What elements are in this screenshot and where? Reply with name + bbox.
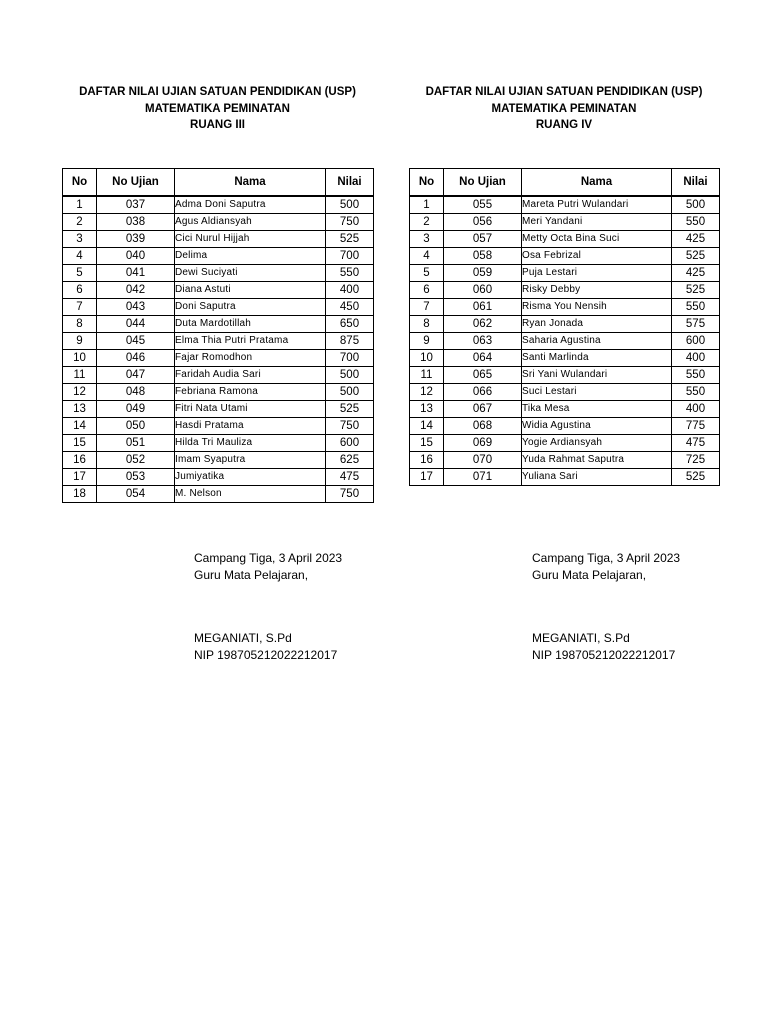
exam-number: 042 [97,281,175,298]
exam-number: 062 [444,315,522,332]
row-number: 14 [410,417,444,434]
row-number: 5 [410,264,444,281]
column-header-no: No [410,168,444,196]
score-table-body [410,196,720,486]
row-number: 16 [410,451,444,468]
row-number: 4 [63,247,97,264]
student-name: Widia Agustina [522,417,672,434]
table-row [63,264,374,281]
exam-number: 057 [444,230,522,247]
exam-number: 070 [444,451,522,468]
student-name: Doni Saputra [175,298,326,315]
signatory-name: MEGANIATI, S.Pd [194,631,292,645]
student-name: Santi Marlinda [522,349,672,366]
table-row [410,383,720,400]
score-value: 700 [326,349,374,366]
place-date: Campang Tiga, 3 April 2023 [532,551,681,565]
exam-number: 047 [97,366,175,383]
student-name: Metty Octa Bina Suci [522,230,672,247]
score-value: 625 [326,451,374,468]
signature-block-left [194,550,342,664]
row-number: 15 [63,434,97,451]
student-name: Hasdi Pratama [175,417,326,434]
table-row [63,213,374,230]
column-header-name: Nama [522,168,672,196]
exam-number: 065 [444,366,522,383]
score-value: 550 [672,383,720,400]
student-name: Osa Febrizal [522,247,672,264]
table-row [410,281,720,298]
score-value: 750 [326,417,374,434]
row-number: 15 [410,434,444,451]
signature-block-right [532,550,680,664]
table-row [410,417,720,434]
place-date: Campang Tiga, 3 April 2023 [194,551,343,565]
student-name: Mareta Putri Wulandari [522,196,672,214]
student-name: Elma Thia Putri Pratama [175,332,326,349]
student-name: Sri Yani Wulandari [522,366,672,383]
student-name: Risky Debby [522,281,672,298]
student-name: Jumiyatika [175,468,326,485]
student-name: Cici Nurul Hijjah [175,230,326,247]
table-row [410,213,720,230]
score-value: 500 [326,196,374,214]
score-value: 550 [326,264,374,281]
table-row [410,247,720,264]
table-row [63,366,374,383]
score-value: 475 [672,434,720,451]
score-value: 550 [672,213,720,230]
exam-number: 037 [97,196,175,214]
table-row [410,230,720,247]
row-number: 8 [410,315,444,332]
exam-number: 046 [97,349,175,366]
student-name: Duta Mardotillah [175,315,326,332]
table-row [410,468,720,485]
signatory-nip: NIP 198705212022212017 [532,648,676,662]
score-value: 650 [326,315,374,332]
document-heading [42,84,393,134]
exam-number: 049 [97,400,175,417]
exam-number: 071 [444,468,522,485]
exam-number: 058 [444,247,522,264]
score-value: 500 [326,366,374,383]
student-name: Faridah Audia Sari [175,366,326,383]
column-header-exam-number: No Ujian [444,168,522,196]
exam-number: 039 [97,230,175,247]
score-value: 575 [672,315,720,332]
score-value: 525 [672,247,720,264]
exam-number: 040 [97,247,175,264]
table-row [410,349,720,366]
row-number: 16 [63,451,97,468]
student-name: Agus Aldiansyah [175,213,326,230]
row-number: 7 [63,298,97,315]
table-row [63,247,374,264]
score-table-body [63,196,374,503]
student-name: Hilda Tri Mauliza [175,434,326,451]
row-number: 9 [410,332,444,349]
table-row [63,468,374,485]
row-number: 3 [410,230,444,247]
score-value: 525 [672,281,720,298]
signatory-role: Guru Mata Pelajaran, [532,568,647,582]
table-row [63,400,374,417]
student-name: Yuda Rahmat Saputra [522,451,672,468]
exam-number: 068 [444,417,522,434]
table-header-row [63,168,374,196]
student-name: Fitri Nata Utami [175,400,326,417]
table-row [410,264,720,281]
column-header-score: Nilai [326,168,374,196]
exam-number: 060 [444,281,522,298]
row-number: 6 [63,281,97,298]
score-value: 750 [326,213,374,230]
exam-number: 050 [97,417,175,434]
exam-number: 043 [97,298,175,315]
exam-number: 048 [97,383,175,400]
student-name: Delima [175,247,326,264]
table-row [63,196,374,214]
score-value: 500 [672,196,720,214]
student-name: Febriana Ramona [175,383,326,400]
score-value: 425 [672,230,720,247]
row-number: 2 [63,213,97,230]
score-value: 775 [672,417,720,434]
student-name: Risma You Nensih [522,298,672,315]
table-row [410,366,720,383]
table-row [63,434,374,451]
exam-number: 055 [444,196,522,214]
exam-number: 052 [97,451,175,468]
score-value: 550 [672,298,720,315]
table-row [63,383,374,400]
row-number: 2 [410,213,444,230]
row-number: 12 [410,383,444,400]
room-title: RUANG III [190,119,245,131]
score-list-ruang-iii [62,84,373,503]
table-row [63,315,374,332]
score-list-ruang-iv [409,84,719,486]
row-number: 10 [63,349,97,366]
row-number: 10 [410,349,444,366]
table-row [410,332,720,349]
exam-number: 051 [97,434,175,451]
exam-number: 044 [97,315,175,332]
document-heading [389,84,739,134]
score-value: 450 [326,298,374,315]
table-row [410,451,720,468]
row-number: 3 [63,230,97,247]
row-number: 11 [63,366,97,383]
table-row [410,434,720,451]
table-row [63,417,374,434]
row-number: 14 [63,417,97,434]
student-name: Fajar Romodhon [175,349,326,366]
score-value: 400 [672,400,720,417]
score-value: 550 [672,366,720,383]
score-value: 875 [326,332,374,349]
row-number: 13 [410,400,444,417]
score-value: 500 [326,383,374,400]
student-name: Saharia Agustina [522,332,672,349]
exam-number: 061 [444,298,522,315]
exam-number: 069 [444,434,522,451]
table-row [63,230,374,247]
score-value: 725 [672,451,720,468]
exam-number: 067 [444,400,522,417]
exam-number: 063 [444,332,522,349]
score-table [62,168,374,503]
score-value: 525 [672,468,720,485]
row-number: 12 [63,383,97,400]
student-name: Dewi Suciyati [175,264,326,281]
score-value: 750 [326,485,374,502]
column-header-name: Nama [175,168,326,196]
student-name: Meri Yandani [522,213,672,230]
score-value: 700 [326,247,374,264]
student-name: Tika Mesa [522,400,672,417]
row-number: 5 [63,264,97,281]
signatory-name: MEGANIATI, S.Pd [532,631,630,645]
exam-number: 054 [97,485,175,502]
document-title: DAFTAR NILAI UJIAN SATUAN PENDIDIKAN (USP) [425,86,703,98]
row-number: 17 [410,468,444,485]
table-header-row [410,168,720,196]
row-number: 9 [63,332,97,349]
document-title: DAFTAR NILAI UJIAN SATUAN PENDIDIKAN (USP) [79,86,356,98]
room-title: RUANG IV [535,119,593,131]
row-number: 13 [63,400,97,417]
student-name: Ryan Jonada [522,315,672,332]
table-row [410,298,720,315]
exam-number: 064 [444,349,522,366]
student-name: Puja Lestari [522,264,672,281]
row-number: 18 [63,485,97,502]
table-row [410,196,720,214]
score-value: 475 [326,468,374,485]
column-header-no: No [63,168,97,196]
table-row [410,315,720,332]
table-row [63,281,374,298]
student-name: Adma Doni Saputra [175,196,326,214]
exam-number: 045 [97,332,175,349]
table-row [63,485,374,502]
signatory-role: Guru Mata Pelajaran, [194,568,309,582]
column-header-exam-number: No Ujian [97,168,175,196]
signatory-nip: NIP 198705212022212017 [194,648,338,662]
student-name: Yuliana Sari [522,468,672,485]
score-value: 600 [672,332,720,349]
student-name: Yogie Ardiansyah [522,434,672,451]
student-name: Imam Syaputra [175,451,326,468]
score-value: 525 [326,400,374,417]
subject-title: MATEMATIKA PEMINATAN [491,102,637,115]
student-name: M. Nelson [175,485,326,502]
table-row [63,349,374,366]
subject-title: MATEMATIKA PEMINATAN [144,102,290,115]
column-header-score: Nilai [672,168,720,196]
score-value: 525 [326,230,374,247]
student-name: Suci Lestari [522,383,672,400]
student-name: Diana Astuti [175,281,326,298]
row-number: 4 [410,247,444,264]
table-row [63,332,374,349]
score-value: 600 [326,434,374,451]
score-value: 400 [672,349,720,366]
exam-number: 066 [444,383,522,400]
exam-number: 038 [97,213,175,230]
row-number: 8 [63,315,97,332]
table-row [63,298,374,315]
table-row [63,451,374,468]
exam-number: 041 [97,264,175,281]
score-table [409,168,720,486]
row-number: 1 [410,196,444,214]
row-number: 11 [410,366,444,383]
exam-number: 053 [97,468,175,485]
exam-number: 056 [444,213,522,230]
row-number: 1 [63,196,97,214]
table-row [410,400,720,417]
score-value: 400 [326,281,374,298]
score-value: 425 [672,264,720,281]
exam-number: 059 [444,264,522,281]
row-number: 6 [410,281,444,298]
row-number: 17 [63,468,97,485]
row-number: 7 [410,298,444,315]
